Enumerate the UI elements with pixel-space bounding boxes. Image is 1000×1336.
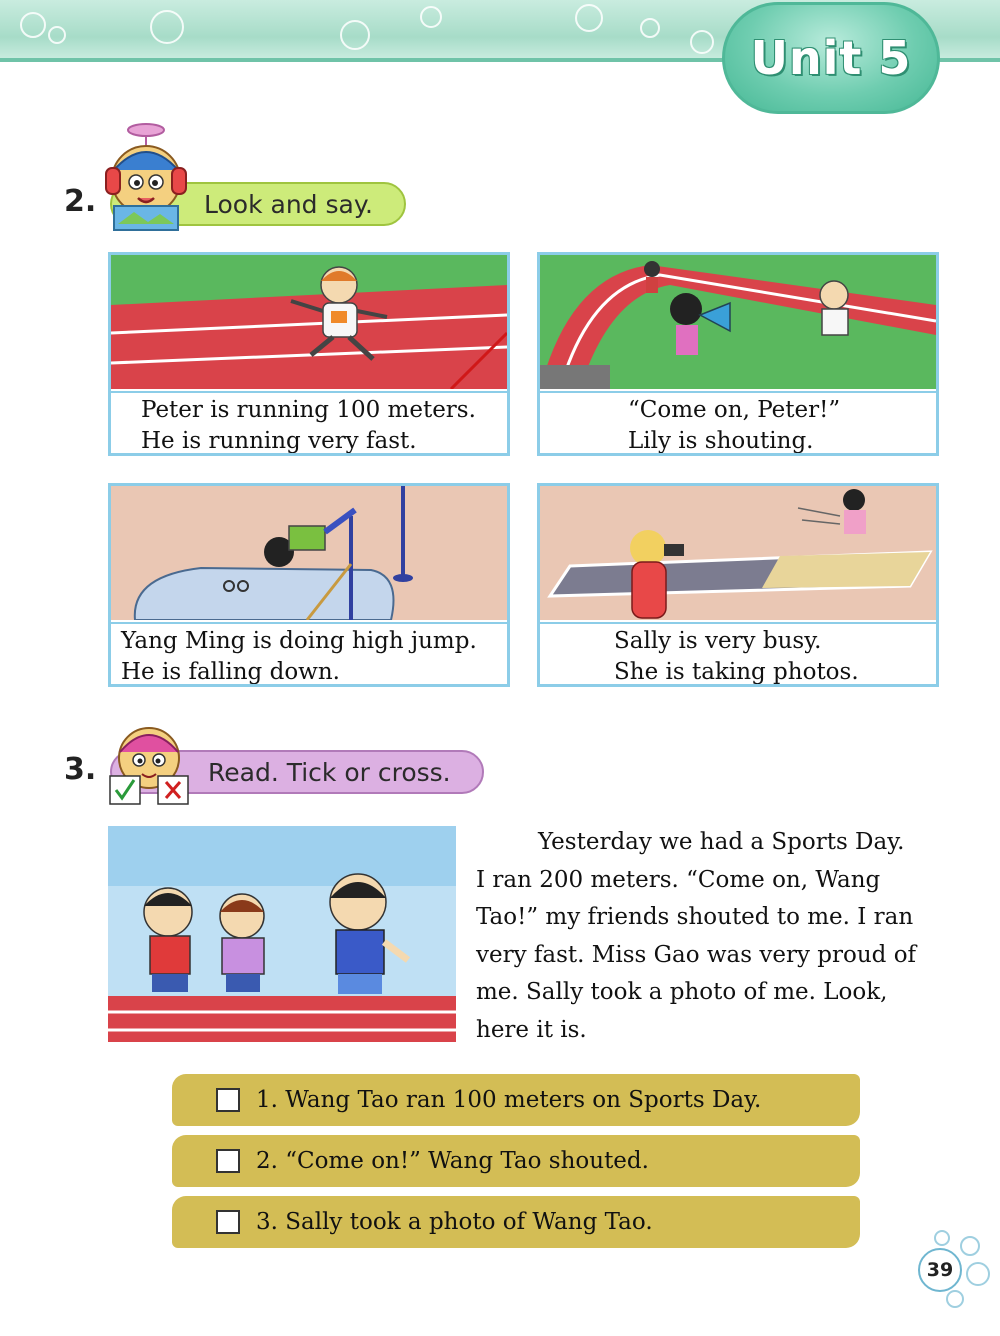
panel-caption	[540, 391, 936, 455]
bubble-decoration	[150, 10, 184, 44]
section-2-number: 2.	[64, 184, 97, 219]
section-3-instruction: Read. Tick or cross.	[208, 757, 451, 787]
circle-decoration	[966, 1262, 990, 1286]
tick-box[interactable]	[216, 1210, 240, 1234]
reading-passage	[476, 824, 956, 1049]
bubble-decoration	[48, 26, 66, 44]
section-2-instruction: Look and say.	[204, 189, 374, 219]
passage-line: Tao!” my friends shouted to me. I ran	[476, 904, 914, 930]
circle-decoration	[960, 1236, 980, 1256]
bubble-decoration	[340, 20, 370, 50]
picture-panel-high-jump	[108, 483, 510, 687]
passage-line: very fast. Miss Gao was very proud of	[476, 941, 917, 968]
section-3-number: 3.	[64, 752, 97, 787]
caption-line: He is falling down.	[121, 659, 340, 685]
tick-box[interactable]	[216, 1088, 240, 1112]
bubble-decoration	[420, 6, 442, 28]
bubble-decoration	[20, 12, 46, 38]
passage-line: here it is.	[476, 1016, 587, 1043]
shouting-scene-image	[540, 255, 936, 389]
unit-label: Unit	[750, 31, 863, 85]
bubble-decoration	[640, 18, 660, 38]
statement-row	[172, 1196, 860, 1248]
tick-box[interactable]	[216, 1149, 240, 1173]
running-scene-image	[111, 255, 507, 389]
caption-line: He is running very fast.	[141, 428, 417, 454]
unit-badge	[722, 2, 940, 114]
caption-line: Lily is shouting.	[628, 428, 814, 454]
panel-caption	[540, 622, 936, 686]
unit-number: 5	[878, 31, 912, 85]
picture-panel-photos	[537, 483, 939, 687]
circle-decoration	[934, 1230, 950, 1246]
picture-panel-running	[108, 252, 510, 456]
panel-caption	[111, 391, 507, 455]
statement-text: 1. Wang Tao ran 100 meters on Sports Day.	[256, 1087, 762, 1113]
picture-panel-shouting	[537, 252, 939, 456]
caption-line: She is taking photos.	[614, 659, 859, 685]
caption-line: Yang Ming is doing high jump.	[121, 628, 477, 654]
statement-row	[172, 1074, 860, 1126]
statement-text: 2. “Come on!” Wang Tao shouted.	[256, 1148, 649, 1174]
bubble-decoration	[690, 30, 714, 54]
page-number: 39	[918, 1248, 962, 1292]
circle-decoration	[946, 1290, 964, 1308]
caption-line: “Come on, Peter!”	[628, 397, 841, 423]
high-jump-scene-image	[111, 486, 507, 620]
headphone-mascot-icon	[100, 120, 192, 232]
panel-caption	[111, 622, 507, 686]
caption-line: Peter is running 100 meters.	[141, 397, 476, 423]
passage-line: I ran 200 meters. “Come on, Wang	[476, 866, 881, 893]
passage-line: Yesterday we had a Sports Day.	[538, 829, 905, 855]
bubble-decoration	[575, 4, 603, 32]
statement-text: 3. Sally took a photo of Wang Tao.	[256, 1209, 653, 1235]
caption-line: Sally is very busy.	[614, 628, 822, 654]
passage-line: me. Sally took a photo of me. Look,	[476, 979, 888, 1005]
race-scene-image	[108, 826, 456, 1042]
tick-cross-mascot-icon	[104, 722, 194, 806]
photo-scene-image	[540, 486, 936, 620]
statement-row	[172, 1135, 860, 1187]
